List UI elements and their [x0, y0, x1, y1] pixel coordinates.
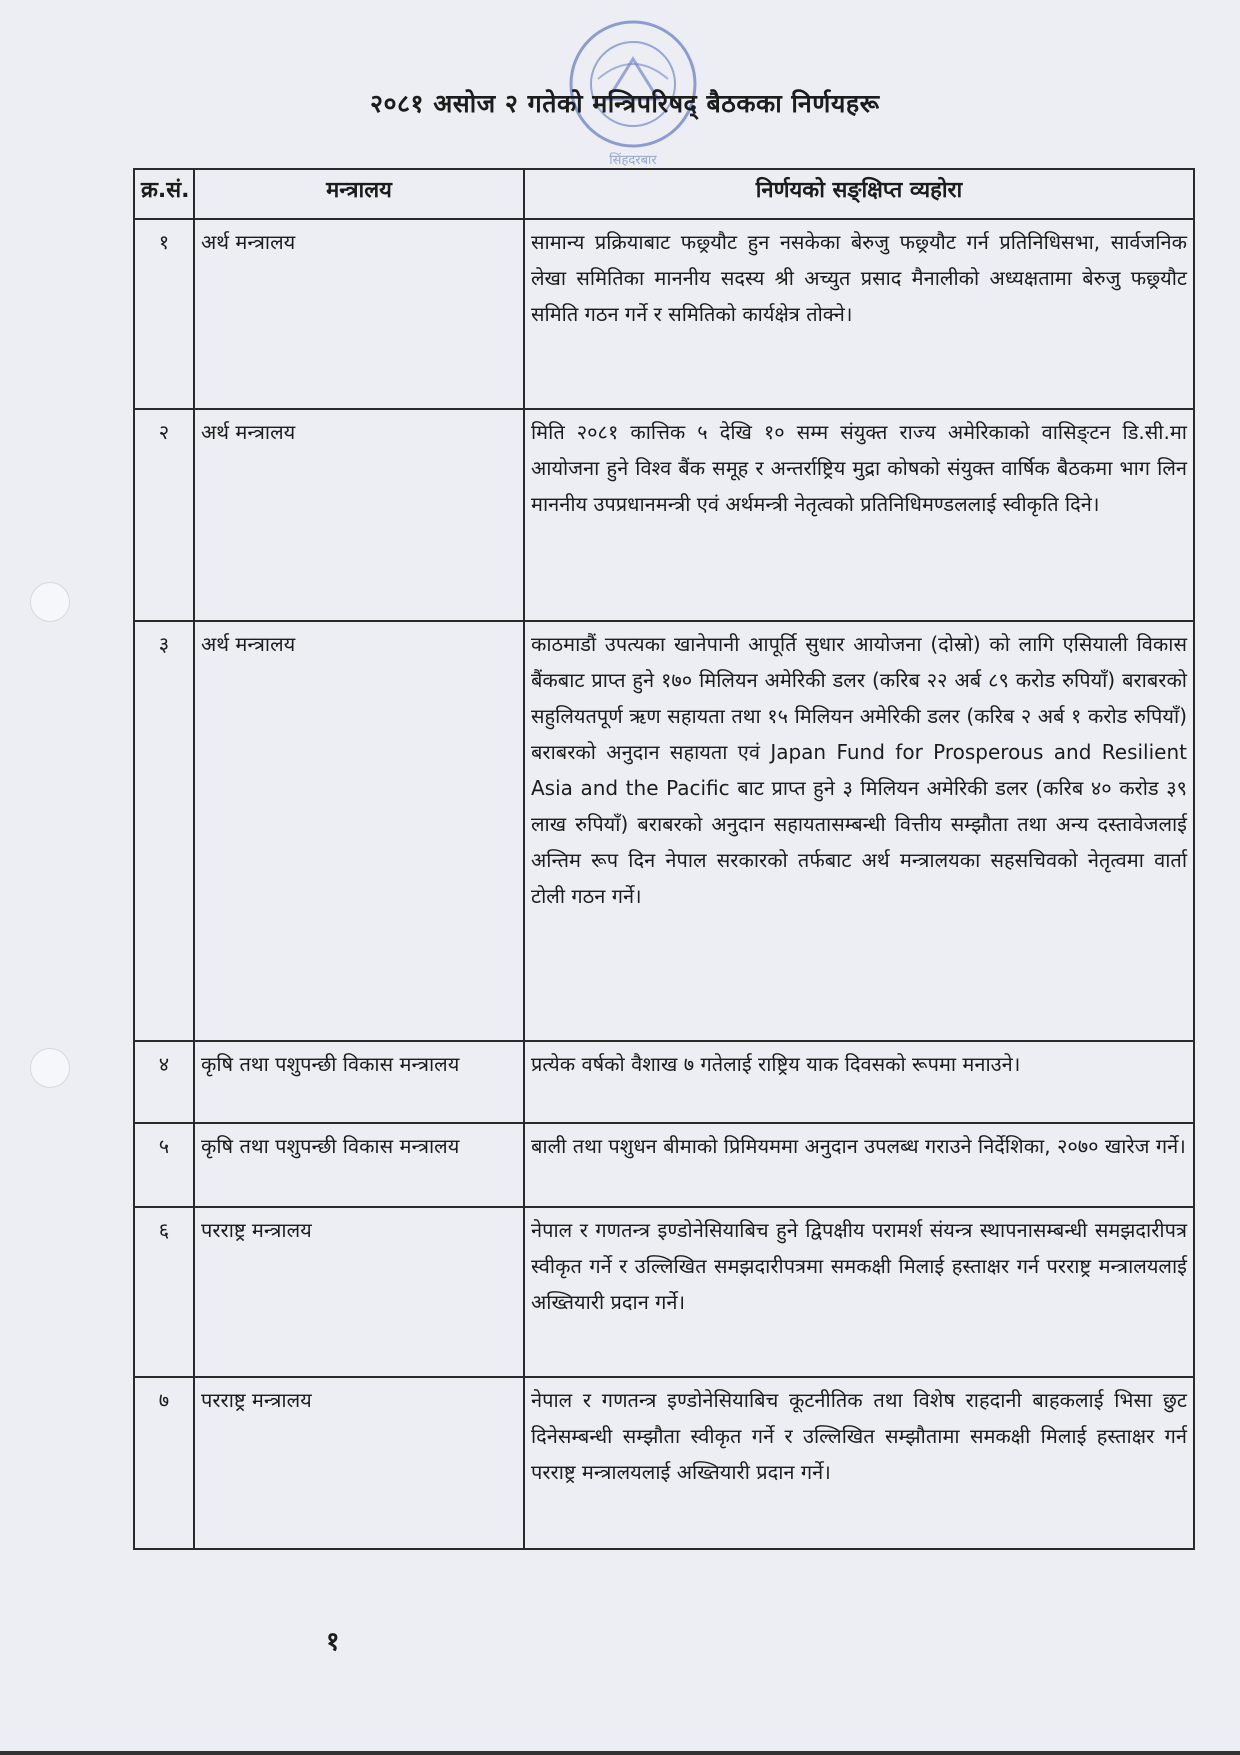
row-ministry: परराष्ट्र मन्त्रालय: [194, 1207, 524, 1377]
row-serial-number: १: [134, 219, 194, 409]
table-header-row: [134, 169, 1194, 219]
row-serial-number: २: [134, 409, 194, 621]
table-row: [134, 1377, 1194, 1549]
table-row: [134, 1041, 1194, 1123]
row-serial-number: ६: [134, 1207, 194, 1377]
row-serial-number: ३: [134, 621, 194, 1041]
header-decision-summary: निर्णयको सङ्क्षिप्त व्यहोरा: [524, 169, 1194, 219]
header-ministry: मन्त्रालय: [194, 169, 524, 219]
scan-bottom-edge: [0, 1751, 1240, 1755]
page-number: १: [326, 1627, 340, 1657]
row-decision: नेपाल र गणतन्त्र इण्डोनेसियाबिच हुने द्विपक्षीय परामर्श संयन्त्र स्थापनासम्बन्धी समझदारीपत्र स्वीकृत गर्ने र उल्लिखित समझदारीपत्रमा समकक्षी मिलाई हस्ताक्षर गर्न परराष्ट्र मन्त्रालयलाई अख्तियारी प्रदान गर्ने।: [524, 1207, 1194, 1377]
page-title: २०८१ असोज २ गतेको मन्त्रिपरिषद् बैठकका निर्णयहरू: [370, 89, 880, 118]
decisions-table: [133, 168, 1195, 1550]
row-serial-number: ७: [134, 1377, 194, 1549]
row-serial-number: ४: [134, 1041, 194, 1123]
row-ministry: कृषि तथा पशुपन्छी विकास मन्त्रालय: [194, 1123, 524, 1207]
table-row: [134, 219, 1194, 409]
svg-text:सिंहदरबार: सिंहदरबार: [609, 153, 657, 168]
table-row: [134, 409, 1194, 621]
row-decision: नेपाल र गणतन्त्र इण्डोनेसियाबिच कूटनीतिक तथा विशेष राहदानी बाहकलाई भिसा छुट दिनेसम्बन्धी सम्झौता स्वीकृत गर्ने र उल्लिखित सम्झौतामा समकक्षी मिलाई हस्ताक्षर गर्न परराष्ट्र मन्त्रालयलाई अख्तियारी प्रदान गर्ने।: [524, 1377, 1194, 1549]
row-ministry: अर्थ मन्त्रालय: [194, 409, 524, 621]
row-ministry: कृषि तथा पशुपन्छी विकास मन्त्रालय: [194, 1041, 524, 1123]
table-row: [134, 1207, 1194, 1377]
row-serial-number: ५: [134, 1123, 194, 1207]
table-row: [134, 621, 1194, 1041]
punch-hole-top: [30, 582, 70, 622]
table-row: [134, 1123, 1194, 1207]
row-decision: प्रत्येक वर्षको वैशाख ७ गतेलाई राष्ट्रिय याक दिवसको रूपमा मनाउने।: [524, 1041, 1194, 1123]
row-decision: मिति २०८१ कात्तिक ५ देखि १० सम्म संयुक्त राज्य अमेरिकाको वासिङ्टन डि.सी.मा आयोजना हुने विश्व बैंक समूह र अन्तर्राष्ट्रिय मुद्रा कोषको संयुक्त वार्षिक बैठकमा भाग लिन माननीय उपप्रधानमन्त्री एवं अर्थमन्त्री नेतृत्वको प्रतिनिधिमण्डललाई स्वीकृति दिने।: [524, 409, 1194, 621]
row-decision: सामान्य प्रक्रियाबाट फछ्र्यौट हुन नसकेका बेरुजु फछ्र्यौट गर्न प्रतिनिधिसभा, सार्वजनिक लेखा समितिका माननीय सदस्य श्री अच्युत प्रसाद मैनालीको अध्यक्षतामा बेरुजु फछ्र्यौट समिति गठन गर्ने र समितिको कार्यक्षेत्र तोक्ने।: [524, 219, 1194, 409]
row-decision: काठमाडौं उपत्यका खानेपानी आपूर्ति सुधार आयोजना (दोस्रो) को लागि एसियाली विकास बैंकबाट प्राप्त हुने १७० मिलियन अमेरिकी डलर (करिब २२ अर्ब ८९ करोड रुपियाँ) बराबरको सहुलियतपूर्ण ऋण सहायता तथा १५ मिलियन अमेरिकी डलर (करिब २ अर्ब १ करोड रुपियाँ) बराबरको अनुदान सहायता एवं Japan Fund for Prosperous and Resilient Asia and the Pacific बाट प्राप्त हुने ३ मिलियन अमेरिकी डलर (करिब ४० करोड ३९ लाख रुपियाँ) बराबरको अनुदान सहायतासम्बन्धी वित्तीय सम्झौता तथा अन्य दस्तावेजलाई अन्तिम रूप दिन नेपाल सरकारको तर्फबाट अर्थ मन्त्रालयका सहसचिवको नेतृत्वमा वार्ता टोली गठन गर्ने।: [524, 621, 1194, 1041]
header-serial-number: क्र.सं.: [134, 169, 194, 219]
row-ministry: परराष्ट्र मन्त्रालय: [194, 1377, 524, 1549]
row-ministry: अर्थ मन्त्रालय: [194, 621, 524, 1041]
row-ministry: अर्थ मन्त्रालय: [194, 219, 524, 409]
row-decision: बाली तथा पशुधन बीमाको प्रिमियममा अनुदान उपलब्ध गराउने निर्देशिका, २०७० खारेज गर्ने।: [524, 1123, 1194, 1207]
punch-hole-bottom: [30, 1048, 70, 1088]
